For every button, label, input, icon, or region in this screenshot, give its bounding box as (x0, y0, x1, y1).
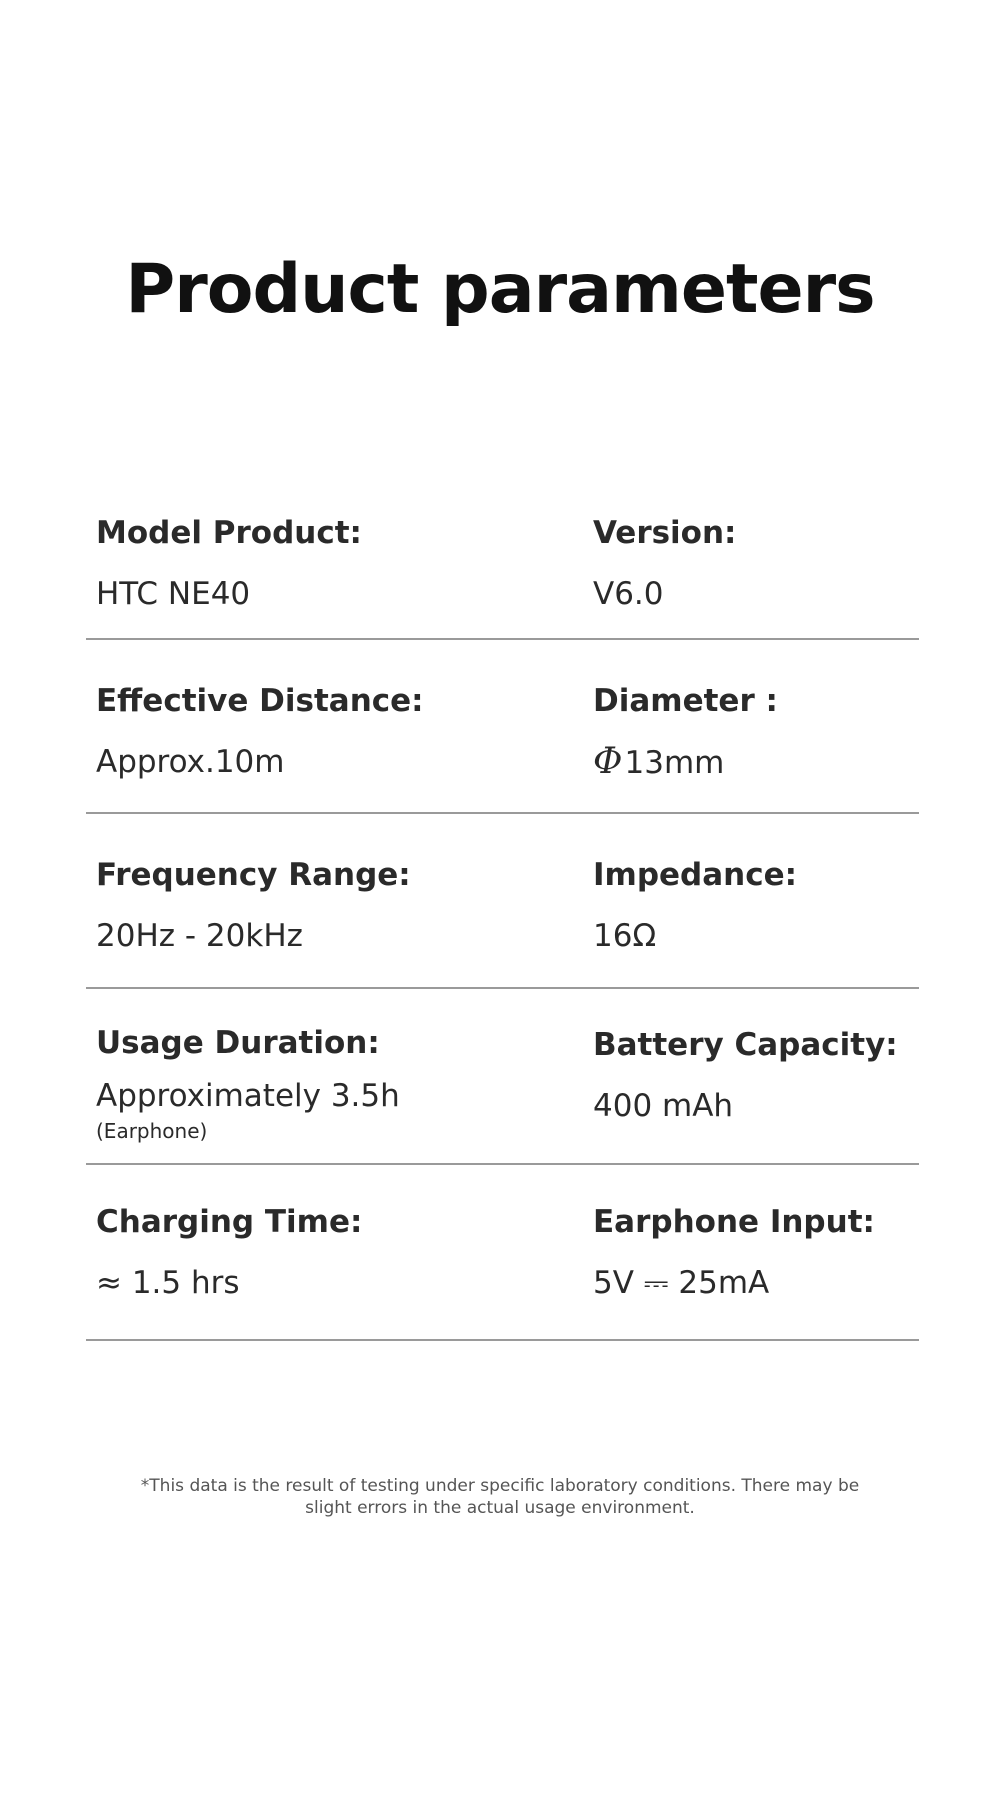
spec-value: HTC NE40 (96, 576, 251, 612)
spec-label: Frequency Range: (96, 857, 411, 893)
spec-value (593, 742, 778, 783)
spec-value: 20Hz - 20kHz (96, 918, 303, 954)
diameter-icon: Φ (593, 741, 623, 782)
spec-row (86, 989, 919, 1165)
spec-battery-capacity (593, 1025, 898, 1126)
spec-row (86, 814, 919, 989)
spec-value: ≈ 1.5 hrs (96, 1265, 240, 1301)
spec-row (86, 1165, 919, 1341)
spec-impedance (593, 855, 797, 956)
spec-label: Usage Duration: (96, 1025, 380, 1061)
disclaimer-line: slight errors in the actual usage environment. (305, 1498, 695, 1518)
spec-usage-duration (96, 1023, 400, 1144)
spec-model (96, 513, 362, 614)
spec-value: 5V ⎓ 25mA (593, 1265, 770, 1301)
spec-effective-distance (96, 681, 424, 782)
spec-table (86, 483, 919, 1341)
spec-value: 400 mAh (593, 1088, 734, 1124)
spec-diameter (593, 681, 778, 783)
spec-frequency-range (96, 855, 411, 956)
spec-version (593, 513, 736, 614)
spec-label: Diameter : (593, 683, 778, 719)
spec-value: Approximately 3.5h (96, 1078, 400, 1114)
spec-note: (Earphone) (96, 1119, 208, 1143)
spec-label: Impedance: (593, 857, 798, 893)
spec-charging-time (96, 1202, 362, 1303)
spec-value: V6.0 (593, 576, 664, 612)
spec-value: Approx.10m (96, 744, 285, 780)
page-title: Product parameters (125, 250, 875, 329)
spec-label: Effective Distance: (96, 683, 424, 719)
spec-label: Charging Time: (96, 1204, 363, 1240)
spec-label: Battery Capacity: (593, 1027, 898, 1063)
spec-row (86, 640, 919, 814)
spec-earphone-input (593, 1202, 875, 1303)
disclaimer (100, 1475, 900, 1519)
spec-value: 16Ω (593, 918, 657, 954)
spec-label: Earphone Input: (593, 1204, 875, 1240)
spec-label: Version: (593, 515, 737, 551)
diameter-value: 13mm (624, 745, 725, 781)
spec-label: Model Product: (96, 515, 362, 551)
spec-row (86, 483, 919, 640)
disclaimer-line: *This data is the result of testing under specific laboratory conditions. There may be (140, 1476, 860, 1496)
